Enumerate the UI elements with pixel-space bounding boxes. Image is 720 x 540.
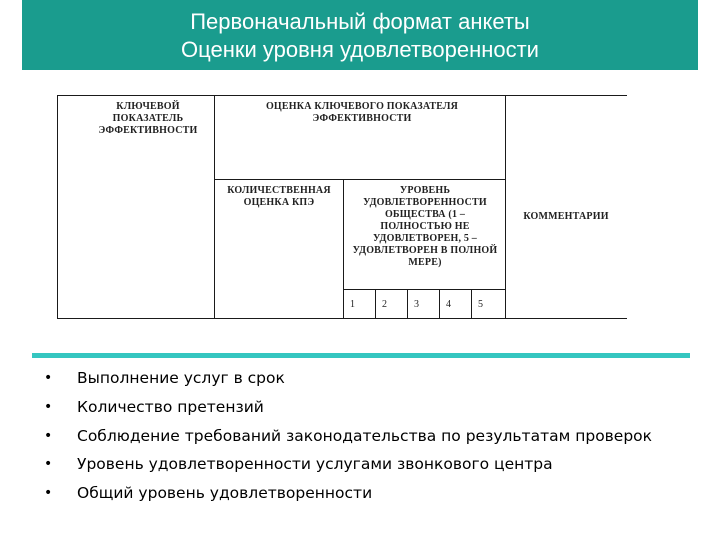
list-item-text: Выполнение услуг в срок — [77, 369, 285, 387]
form-bottom-rule — [57, 318, 627, 319]
list-item-text: Соблюдение требований законодательства по результатам проверок — [77, 426, 653, 445]
form-left-rule — [57, 95, 58, 319]
quantitative-assessment-header: КОЛИЧЕСТВЕННАЯ ОЦЕНКА КПЭ — [227, 185, 331, 208]
scale-value-1: 1 — [350, 299, 355, 310]
bullet-dot-icon: • — [44, 427, 53, 444]
bullet-dot-icon: • — [44, 398, 53, 415]
comments-header: КОММЕНТАРИИ — [523, 211, 609, 222]
scale-rule-4 — [471, 289, 472, 319]
form-col-rule-1 — [214, 95, 215, 319]
questionnaire-form-image — [57, 95, 627, 320]
slide-title-bar — [22, 0, 698, 70]
form-col-rule-3 — [505, 95, 506, 319]
form-top-rule — [57, 95, 627, 96]
list-item-text: Уровень удовлетворенности услугами звонкового центра — [77, 455, 553, 474]
bullet-dot-icon: • — [44, 485, 53, 502]
scale-value-2: 2 — [382, 299, 387, 310]
form-row-rule-1 — [214, 179, 505, 180]
slide-title-line-2: Оценки уровня удовлетворенности — [181, 37, 539, 62]
section-divider — [32, 353, 690, 358]
scale-rule-1 — [375, 289, 376, 319]
bullet-dot-icon: • — [44, 456, 53, 473]
list-item-text: Общий уровень удовлетворенности — [77, 484, 373, 503]
list-item-text: Количество претензий — [77, 397, 264, 416]
scale-value-4: 4 — [446, 299, 451, 310]
satisfaction-level-header: УРОВЕНЬ УДОВЛЕТВОРЕННОСТИ ОБЩЕСТВА (1 – ПОЛНОСТЬЮ НЕ УДОВЛЕТВОРЕН, 5 – УДОВЛЕТВОРЕН В ПОЛНОЙ МЕРЕ) — [352, 185, 498, 268]
bullet-dot-icon: • — [44, 370, 53, 386]
form-col-rule-2 — [343, 179, 344, 319]
scale-rule-3 — [439, 289, 440, 319]
slide-title-line-1: Первоначальный формат анкеты — [190, 9, 530, 34]
scale-value-5: 5 — [478, 299, 483, 310]
kpi-assessment-header: ОЦЕНКА КЛЮЧЕВОГО ПОКАЗАТЕЛЯ ЭФФЕКТИВНОСТИ — [265, 101, 459, 124]
kpi-column-header: КЛЮЧЕВОЙ ПОКАЗАТЕЛЬ ЭФФЕКТИВНОСТИ — [98, 101, 198, 136]
form-row-rule-2 — [343, 289, 505, 290]
scale-value-3: 3 — [414, 299, 419, 310]
scale-rule-2 — [407, 289, 408, 319]
